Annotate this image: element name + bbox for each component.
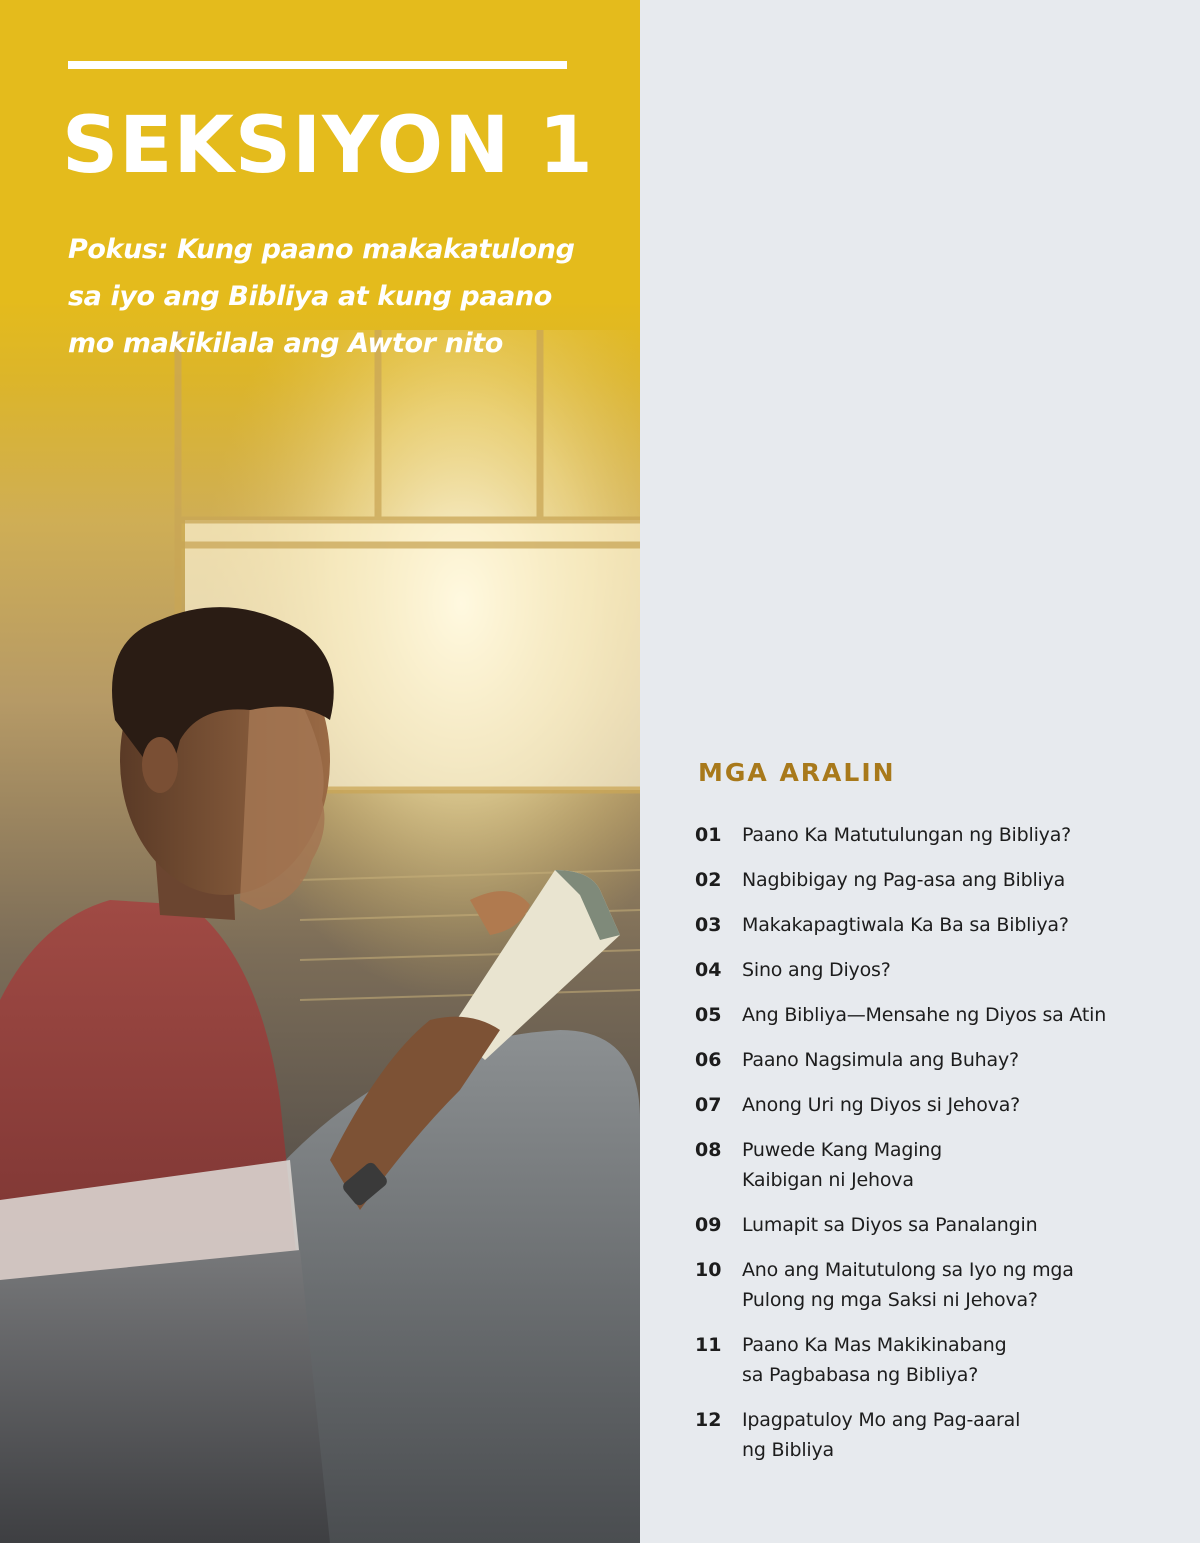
lesson-title: Nagbibigay ng Pag-asa ang Bibliya bbox=[742, 869, 1066, 891]
lesson-number: 02 bbox=[695, 869, 722, 891]
lesson-title: Makakapagtiwala Ka Ba sa Bibliya? bbox=[742, 914, 1069, 936]
lessons-heading: MGA ARALIN bbox=[698, 758, 896, 787]
lesson-number: 06 bbox=[695, 1049, 722, 1071]
lesson-title: Sino ang Diyos? bbox=[742, 959, 891, 981]
lesson-title: Lumapit sa Diyos sa Panalangin bbox=[742, 1214, 1038, 1236]
lesson-number: 07 bbox=[695, 1094, 722, 1116]
lesson-number: 11 bbox=[695, 1334, 722, 1356]
lesson-title: Paano Ka Matutulungan ng Bibliya? bbox=[742, 824, 1072, 846]
lesson-item bbox=[695, 1405, 1190, 1465]
section-focus: Pokus: Kung paano makakatulong sa iyo ang Bibliya at kung paano mo makikilala ang Awtor nito bbox=[68, 234, 575, 359]
lesson-title: Ano ang Maitutulong sa Iyo ng mga Pulong ng mga Saksi ni Jehova? bbox=[742, 1259, 1074, 1311]
lessons-panel bbox=[640, 0, 1200, 1543]
lesson-title: Anong Uri ng Diyos si Jehova? bbox=[742, 1094, 1021, 1116]
lesson-list bbox=[695, 820, 1190, 1480]
lesson-item bbox=[695, 865, 1190, 895]
lesson-number: 09 bbox=[695, 1214, 722, 1236]
lesson-item bbox=[695, 1045, 1190, 1075]
lesson-item bbox=[695, 955, 1190, 985]
lesson-title: Ang Bibliya—Mensahe ng Diyos sa Atin bbox=[742, 1004, 1107, 1026]
lesson-title: Puwede Kang Maging Kaibigan ni Jehova bbox=[742, 1139, 942, 1191]
lesson-number: 12 bbox=[695, 1409, 722, 1431]
lesson-item bbox=[695, 1000, 1190, 1030]
lesson-title: Paano Nagsimula ang Buhay? bbox=[742, 1049, 1019, 1071]
section-title: SEKSIYON 1 bbox=[62, 101, 594, 191]
lesson-number: 10 bbox=[695, 1259, 722, 1281]
lesson-title: Paano Ka Mas Makikinabang sa Pagbabasa ng Bibliya? bbox=[742, 1334, 1007, 1386]
title-rule bbox=[68, 61, 567, 69]
lesson-number: 01 bbox=[695, 824, 722, 846]
lesson-number: 03 bbox=[695, 914, 722, 936]
lesson-item bbox=[695, 910, 1190, 940]
lesson-number: 04 bbox=[695, 959, 722, 981]
lesson-item bbox=[695, 820, 1190, 850]
lesson-item bbox=[695, 1330, 1190, 1390]
lesson-number: 05 bbox=[695, 1004, 722, 1026]
lesson-item bbox=[695, 1255, 1190, 1315]
lesson-item bbox=[695, 1090, 1190, 1120]
lesson-item bbox=[695, 1210, 1190, 1240]
lesson-title: Ipagpatuloy Mo ang Pag-aaral ng Bibliya bbox=[742, 1409, 1021, 1461]
lesson-item bbox=[695, 1135, 1190, 1195]
lesson-number: 08 bbox=[695, 1139, 722, 1161]
